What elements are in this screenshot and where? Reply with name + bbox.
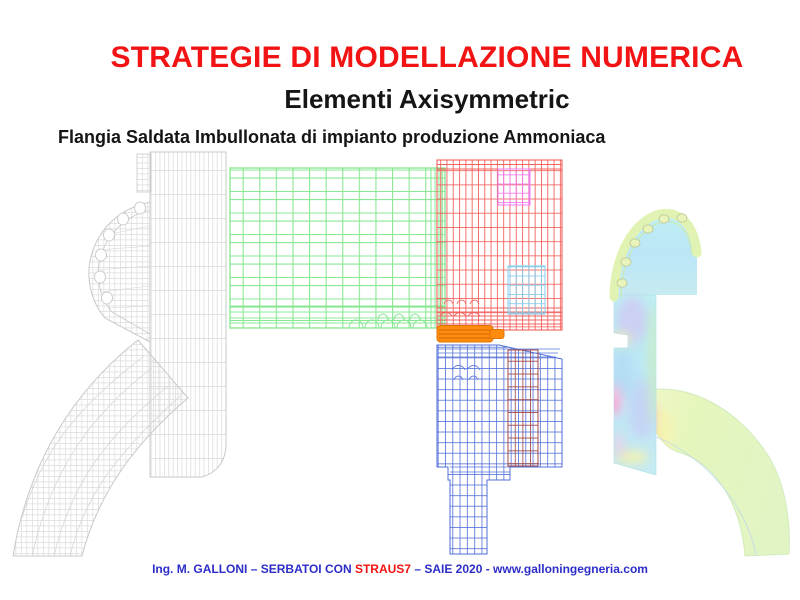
footer-credit <box>0 562 800 576</box>
footer-prefix: Ing. M. GALLONI – SERBATOI CON <box>152 562 355 576</box>
stress-contour-figure <box>598 205 794 557</box>
fem-mesh-figure <box>226 156 566 556</box>
figure-caption: Flangia Saldata Imbullonata di impianto produzione Ammoniaca <box>58 127 606 147</box>
wireframe-mesh-figure <box>10 146 250 558</box>
wireframe-parts <box>13 152 226 556</box>
bolt-nut <box>490 330 504 339</box>
insert-detail-patch <box>508 266 545 314</box>
mesh-region-lower-flange <box>437 345 562 554</box>
weld-detail-patch <box>498 169 530 205</box>
footer-suffix: – SAIE 2020 - www.galloningegneria.com <box>410 562 648 576</box>
page-subtitle: Elementi Axisymmetric <box>284 84 570 114</box>
page-title: STRATEGIE DI MODELLAZIONE NUMERICA <box>110 41 744 74</box>
hub-detail-patch <box>508 350 538 466</box>
mesh-region-shell-plate <box>230 168 445 328</box>
contour-parts <box>605 213 789 556</box>
footer-software-name: STRAUS7 <box>354 562 411 576</box>
mesh-region-upper-flange <box>437 160 562 330</box>
